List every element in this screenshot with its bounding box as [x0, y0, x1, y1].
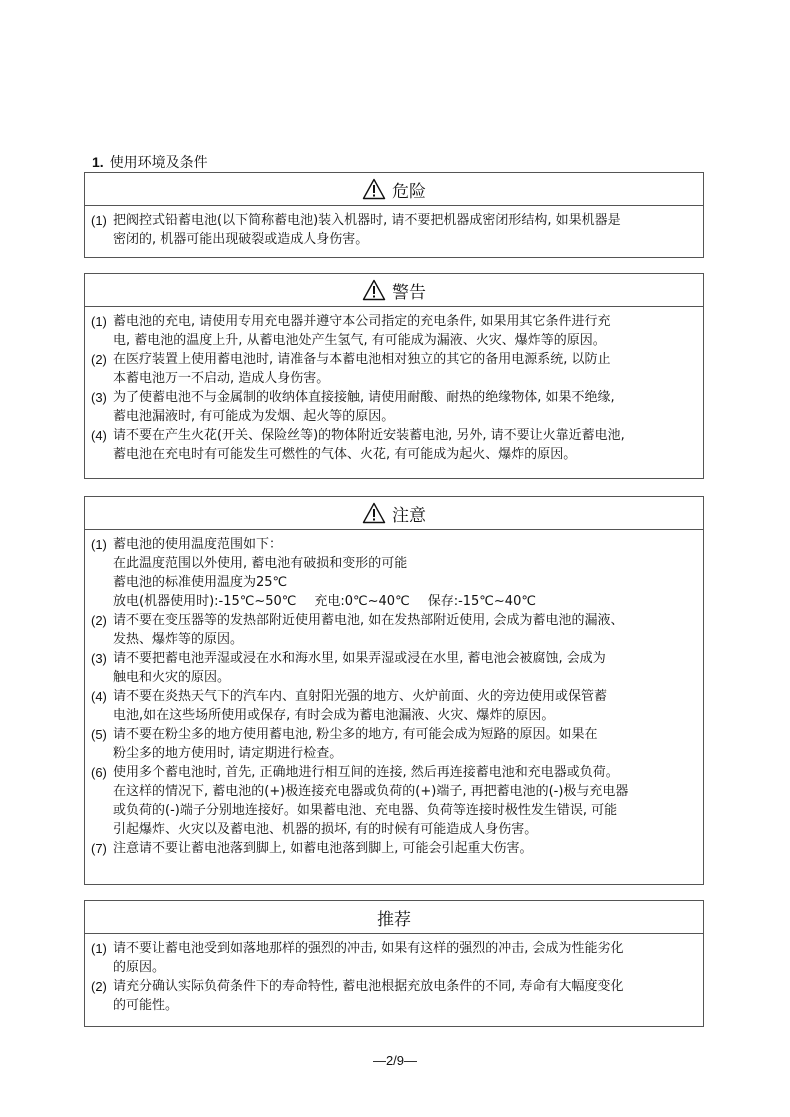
item-line: 注意请不要让蓄电池落到脚上, 如蓄电池落到脚上, 可能会引起重大伤害。: [113, 841, 533, 856]
caution-item: [91, 725, 695, 763]
item-line: 本蓄电池万一不启动, 造成人身伤害。: [113, 371, 330, 386]
section-title: 使用环境及条件: [109, 155, 208, 171]
item-number: (2): [91, 352, 107, 367]
item-line: 蓄电池的使用温度范围如下：: [113, 537, 283, 552]
item-line: 引起爆炸、火灾以及蓄电池、机器的损坏, 有的时候有可能造成人身伤害。: [113, 822, 538, 837]
recommend-item: [91, 939, 695, 977]
caution-item: [91, 687, 695, 725]
item-line: 密闭的, 机器可能出现破裂或造成人身伤害。: [113, 232, 369, 247]
warning-item: [91, 350, 695, 388]
item-number: (4): [91, 428, 107, 443]
warning-item: [91, 388, 695, 426]
item-line: 在这样的情况下, 蓄电池的(+)极连接充电器或负荷的(+)端子, 再把蓄电池的(-)极与充电器: [113, 784, 629, 799]
recommend-body: [85, 934, 703, 1019]
item-number: (3): [91, 390, 107, 405]
page-number: —2/9—: [372, 1053, 418, 1068]
danger-box: [84, 172, 704, 258]
temperature-ranges: [91, 592, 695, 611]
item-line: 电池,如在这些场所使用或保存, 有时会成为蓄电池漏液、火灾、爆炸的原因。: [113, 708, 555, 723]
item-line: 蓄电池在充电时有可能发生可燃性的气体、火花, 有可能成为起火、爆炸的原因。: [113, 447, 577, 462]
item-line: 把阀控式铅蓄电池(以下简称蓄电池)装入机器时, 请不要把机器成密闭形结构, 如果机器是: [113, 213, 621, 228]
caution-header: [85, 497, 703, 530]
charge-range: 充电:0℃~40℃: [314, 594, 410, 609]
item-number: (4): [91, 689, 107, 704]
caution-body: [85, 530, 703, 862]
item-line: 粉尘多的地方使用时, 请定期进行检查。: [113, 746, 343, 761]
item-line: 使用多个蓄电池时, 首先, 正确地进行相互间的连接, 然后再连接蓄电池和充电器或负荷。: [113, 765, 619, 780]
recommend-box: [84, 900, 704, 1027]
item-line: 请不要在粉尘多的地方使用蓄电池, 粉尘多的地方, 有可能会成为短路的原因。如果在: [113, 727, 598, 742]
item-number: (5): [91, 727, 107, 742]
discharge-range: 放电(机器使用时):-15℃~50℃: [113, 594, 297, 609]
recommend-header: [85, 901, 703, 934]
item-line: 请不要在产生火花(开关、保险丝等)的物体附近安装蓄电池, 另外, 请不要让火靠近蓄电池,: [113, 428, 625, 443]
item-number: (7): [91, 841, 107, 856]
warning-header: [85, 274, 703, 307]
item-line: 的可能性。: [113, 998, 179, 1013]
warning-body: [85, 307, 703, 468]
section-number: 1.: [92, 154, 104, 170]
item-line: 请不要在变压器等的发热部附近使用蓄电池, 如在发热部附近使用, 会成为蓄电池的漏液、: [113, 613, 624, 628]
item-subline: 在此温度范围以外使用, 蓄电池有破损和变形的可能: [113, 556, 408, 571]
item-line: 为了使蓄电池不与金属制的收纳体直接接触, 请使用耐酸、耐热的绝缘物体, 如果不绝缘,: [113, 390, 615, 405]
warning-item: [91, 312, 695, 350]
item-line: 请不要让蓄电池受到如落地那样的强烈的冲击, 如果有这样的强烈的冲击, 会成为性能劣化: [113, 941, 624, 956]
item-number: (2): [91, 613, 107, 628]
item-number: (1): [91, 941, 107, 956]
warning-triangle-icon: [362, 502, 386, 524]
item-line: 请充分确认实际负荷条件下的寿命特性, 蓄电池根据充放电条件的不同, 寿命有大幅度变化: [113, 979, 624, 994]
item-subline: 蓄电池的标准使用温度为25℃: [113, 575, 288, 590]
item-number: (6): [91, 765, 107, 780]
item-line: 蓄电池的充电, 请使用专用充电器并遵守本公司指定的充电条件, 如果用其它条件进行充: [113, 314, 611, 329]
caution-item: [91, 611, 695, 649]
caution-item: [91, 535, 695, 554]
item-line: 请不要在炎热天气下的汽车内、直射阳光强的地方、火炉前面、火的旁边使用或保管蓄: [113, 689, 608, 704]
item-line: 或负荷的(-)端子分别地连接好。如果蓄电池、充电器、负荷等连接时极性发生错误, 可能: [113, 803, 618, 818]
item-line: 发热、爆炸等的原因。: [113, 632, 244, 647]
recommend-item: [91, 977, 695, 1015]
item-line: 在医疗装置上使用蓄电池时, 请准备与本蓄电池相对独立的其它的备用电源系统, 以防止: [113, 352, 611, 367]
warning-triangle-icon: [362, 279, 386, 301]
section-heading: [92, 153, 208, 172]
item-line: 电, 蓄电池的温度上升, 从蓄电池处产生氢气, 有可能成为漏液、火灾、爆炸等的原因。: [113, 333, 606, 348]
item-number: (2): [91, 979, 107, 994]
caution-item: [91, 649, 695, 687]
caution-box: [84, 496, 704, 885]
caution-title: 注意: [392, 505, 426, 526]
danger-header: [85, 173, 703, 206]
item-number: (3): [91, 651, 107, 666]
item-number: (1): [91, 213, 107, 228]
item-line: 请不要把蓄电池弄湿或浸在水和海水里, 如果弄湿或浸在水里, 蓄电池会被腐蚀, 会成为: [113, 651, 606, 666]
item-line: 的原因。: [113, 960, 166, 975]
danger-item: [91, 211, 695, 249]
caution-item: [91, 763, 695, 839]
warning-triangle-icon: [362, 178, 386, 200]
caution-item: [91, 839, 695, 858]
warning-title: 警告: [392, 282, 426, 303]
storage-range: 保存:-15℃~40℃: [427, 594, 536, 609]
warning-item: [91, 426, 695, 464]
warning-box: [84, 273, 704, 479]
danger-title: 危险: [392, 181, 426, 202]
recommend-title: 推荐: [377, 909, 411, 930]
item-number: (1): [91, 314, 107, 329]
danger-body: [85, 206, 703, 253]
item-line: 蓄电池漏液时, 有可能成为发烟、起火等的原因。: [113, 409, 395, 424]
item-line: 触电和火灾的原因。: [113, 670, 231, 685]
item-number: (1): [91, 537, 107, 552]
